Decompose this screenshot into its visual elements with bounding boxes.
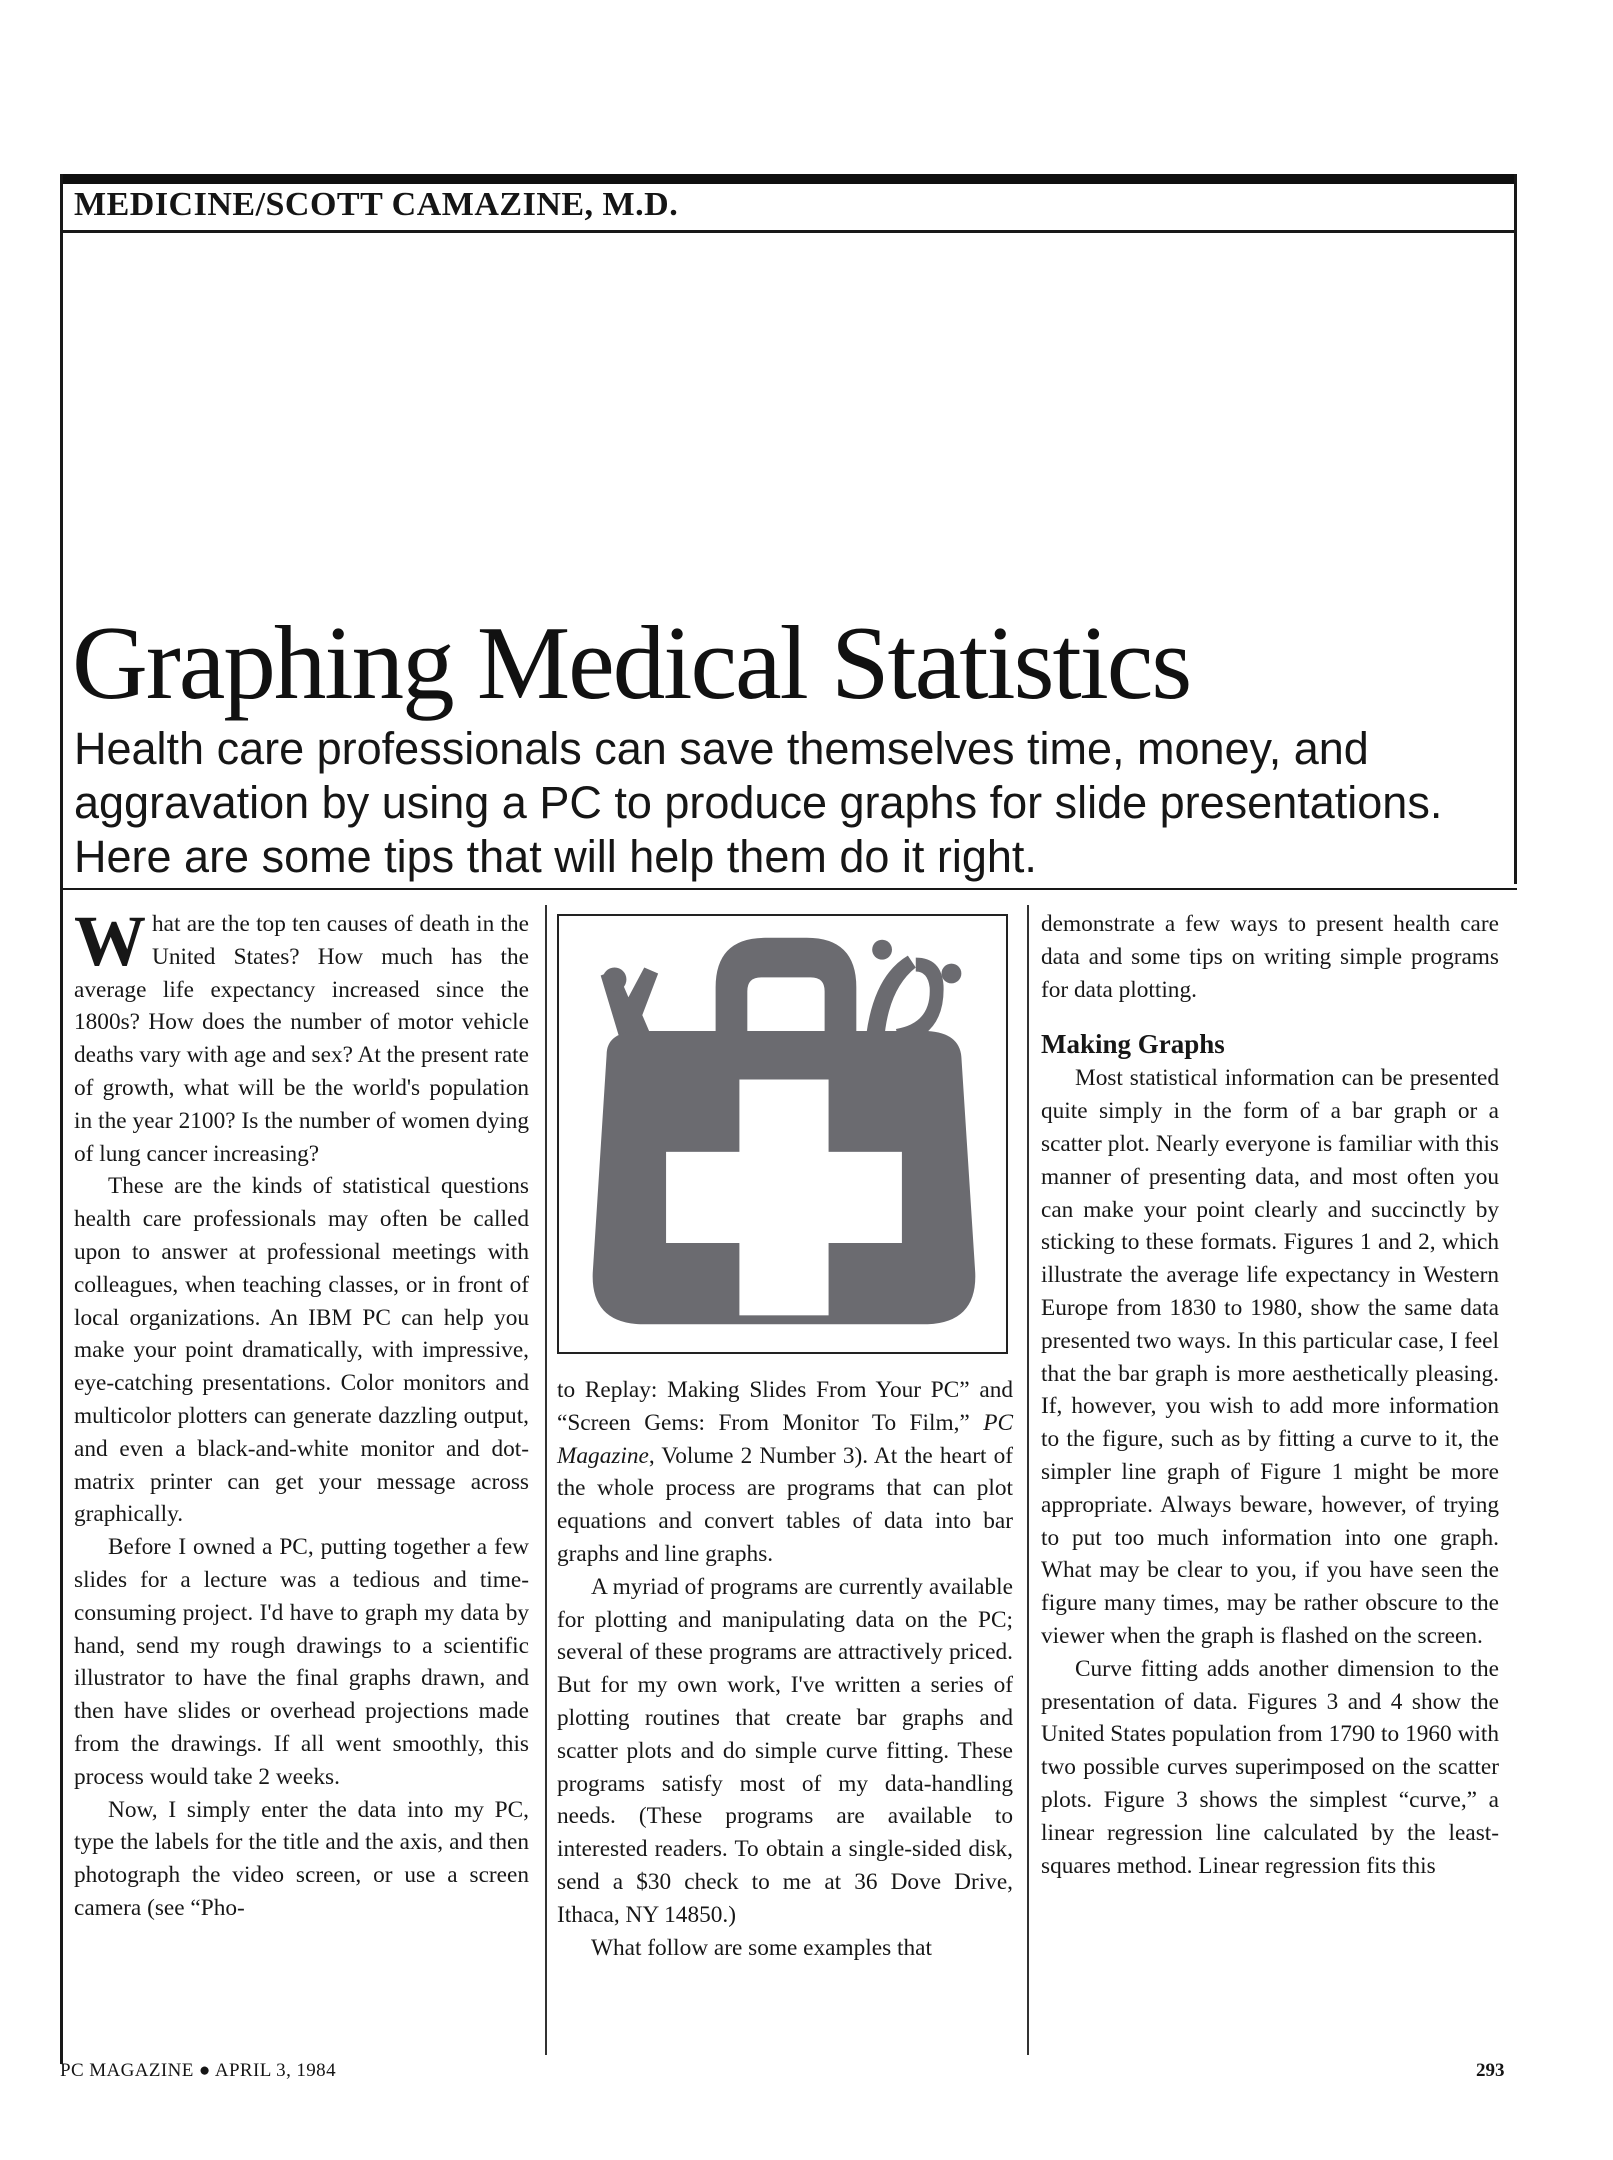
top-rule xyxy=(60,174,1517,184)
deck-rule xyxy=(60,888,1517,890)
text-column-1 xyxy=(74,901,529,1925)
paragraph: Most statistical information can be presented quite simply in the form of a bar graph or a scatter plot. Nearly everyone is familiar with this manner of presenting data, and most often you can make your point clearly and succinctly by sticking to these formats. Figures 1 and 2, which illustrate the average life expectancy in Western Europe from 1830 to 1980, show the same data presented two ways. In this particular case, I feel that the bar graph is more aesthetically pleasing. If, however, you wish to add more information to the figure, such as by fitting a curve to it, the simpler line graph of Figure 1 might be more appropriate. Always beware, however, of trying to put too much information into one graph. What may be clear to you, if you have seen the figure many times, may be rather obscure to the viewer when the graph is flashed on the screen. xyxy=(1041,1065,1499,1649)
page-number: 293 xyxy=(1476,2060,1505,2081)
paragraph: demonstrate a few ways to present health care data and some tips on writing simple programs for data plotting. xyxy=(1041,911,1499,1003)
medical-bag-illustration xyxy=(557,914,1008,1354)
paragraph: These are the kinds of statistical questions health care professionals may often be called upon to answer at professional meetings with colleagues, when teaching classes, or in front of local organizations. An IBM PC can help you make your point dramatically, with impressive, eye-catching presentations. Color monitors and multicolor plotters can generate dazzling output, and even a black-and-white monitor and dot-matrix printer can get your message across graphically. xyxy=(74,1173,529,1528)
paragraph: Curve fitting adds another dimension to the presentation of data. Figures 3 and 4 show the United States population from 1790 to 1960 with two possible curves superimposed on the scatter plots. Figure 3 shows the simplest “curve,” a linear regression line calculated by the least-squares method. Linear regression fits this xyxy=(1041,1655,1499,1879)
header-rule xyxy=(60,230,1517,233)
text-column-3 xyxy=(1041,908,1499,1882)
text-column-2 xyxy=(557,1374,1013,1964)
article-deck: Health care professionals can save themselves time, money, and aggravation by using a PC to produce graphs for slide presentations. Here are some tips that will help them do it right. xyxy=(74,723,1443,882)
paragraph: Before I owned a PC, putting together a few slides for a lecture was a tedious and time-consuming project. I'd have to graph my data by hand, send my rough drawings to a scientific illustrator to have the final graphs drawn, and then have slides or overhead projections made from the drawings. If all went smoothly, this process would take 2 weeks. xyxy=(74,1534,529,1790)
paragraph: Now, I simply enter the data into my PC, type the labels for the title and the axis, and then photograph the video screen, or use a screen camera (see “Pho- xyxy=(74,1796,529,1921)
article-title: Graphing Medical Statistics xyxy=(72,604,1191,721)
right-frame-rule xyxy=(1514,174,1517,884)
publication-footer: PC MAGAZINE ● APRIL 3, 1984 xyxy=(60,2060,336,2081)
department-label: MEDICINE/SCOTT CAMAZINE, M.D. xyxy=(74,186,679,223)
drop-cap: W xyxy=(74,901,146,981)
column-divider xyxy=(545,905,547,2055)
medical-bag-icon xyxy=(559,916,1006,1352)
paragraph: What follow are some examples that xyxy=(591,1934,932,1961)
paragraph: What are the top ten causes of death in the United States? How much has the average life expectancy increased since the 1800s? How does the number of motor vehicle deaths vary with age and sex? At the present rate of growth, what will be the world's population in the year 2100? Is the number of women dying of lung cancer increasing? xyxy=(74,901,529,1167)
paragraph: A myriad of programs are currently available for plotting and manipulating data on the PC; several of these programs are attractively priced. But for my own work, I've written a series of plotting routines that create bar graphs and scatter plots and do simple curve fitting. These programs satisfy most of my data-handling needs. (These programs are available to interested readers. To obtain a single-sided disk, send a $30 check to me at 36 Dove Drive, Ithaca, NY 14850.) xyxy=(557,1573,1013,1928)
left-frame-rule xyxy=(60,174,63,2064)
column-divider xyxy=(1027,905,1029,2055)
magazine-name: PC Magazine xyxy=(557,1409,1013,1469)
section-heading: Making Graphs xyxy=(1041,1029,1225,1060)
paragraph: to Replay: Making Slides From Your PC” and “Screen Gems: From Monitor To Film,” PC Magazine, Volume 2 Number 3). At the heart of the whole process are programs that can plot equations and convert tables of data into bar graphs and line graphs. xyxy=(557,1377,1013,1567)
